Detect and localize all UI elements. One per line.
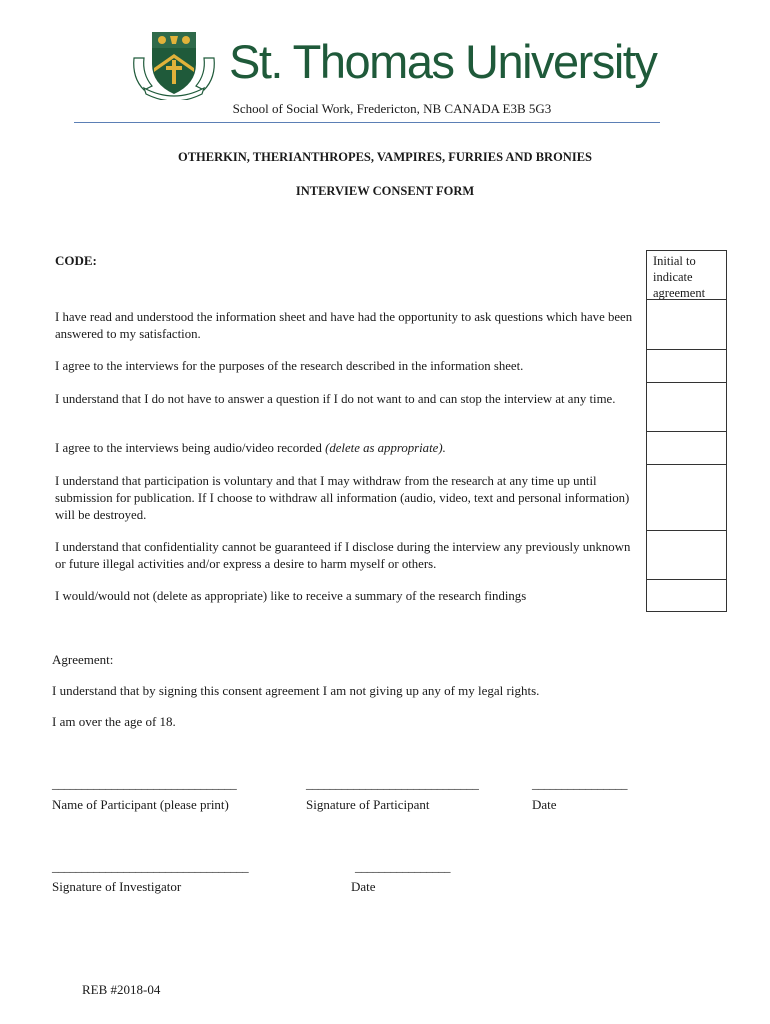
participant-date-label: Date xyxy=(532,797,557,812)
university-name: St. Thomas University xyxy=(229,35,657,88)
consent-statement-4-text: I agree to the interviews being audio/video recorded xyxy=(55,441,326,455)
consent-statement-1: I have read and understood the information sheet and have had the opportunity to ask questions which have been answered to my satisfaction. xyxy=(55,310,633,341)
initial-header-line: agreement xyxy=(653,286,706,300)
consent-statement-4-note: (delete as appropriate). xyxy=(325,441,446,455)
agreement-label: Agreement: xyxy=(52,652,114,667)
participant-date-line[interactable]: ________________ xyxy=(532,777,628,791)
reb-number: REB #2018-04 xyxy=(82,982,161,997)
participant-signature-label: Signature of Participant xyxy=(306,797,430,812)
initial-column-header xyxy=(646,250,727,300)
initial-box-6[interactable] xyxy=(646,530,727,580)
participant-signature-line[interactable]: _____________________________ xyxy=(306,777,479,791)
investigator-signature-label: Signature of Investigator xyxy=(52,879,182,894)
investigator-date-line[interactable]: ________________ xyxy=(355,860,451,874)
form-subtitle: INTERVIEW CONSENT FORM xyxy=(295,184,475,198)
legal-rights-statement: I understand that by signing this consent agreement I am not giving up any of my legal rights. xyxy=(52,683,540,698)
university-crest-logo xyxy=(130,28,218,100)
initial-box-1[interactable] xyxy=(646,299,727,350)
consent-statement-2: I agree to the interviews for the purposes of the research described in the information sheet. xyxy=(55,359,524,373)
initial-box-3[interactable] xyxy=(646,382,727,432)
consent-statement-4 xyxy=(55,440,640,457)
age-statement: I am over the age of 18. xyxy=(52,714,176,729)
initial-box-5[interactable] xyxy=(646,464,727,531)
initial-box-7[interactable] xyxy=(646,579,727,612)
consent-statement-7: I would/would not (delete as appropriate) like to receive a summary of the research findings xyxy=(55,589,527,603)
consent-statement-3: I understand that I do not have to answer a question if I do not want to and can stop the interview at any time. xyxy=(55,392,616,406)
department-address: School of Social Work, Fredericton, NB CANADA E3B 5G3 xyxy=(232,101,552,116)
initial-header-line: indicate xyxy=(653,270,693,284)
code-label: CODE: xyxy=(55,253,97,268)
participant-name-label: Name of Participant (please print) xyxy=(52,797,229,812)
initial-box-2[interactable] xyxy=(646,349,727,383)
initial-header-line: Initial to xyxy=(653,254,696,268)
form-title: OTHERKIN, THERIANTHROPES, VAMPIRES, FURRIES AND BRONIES xyxy=(178,150,592,164)
investigator-signature-line[interactable]: _________________________________ xyxy=(52,860,249,874)
header-divider xyxy=(74,122,660,123)
consent-statement-6: I understand that confidentiality cannot be guaranteed if I disclose during the interview any previously unknown or future illegal activities and/or express a desire to harm myself or others. xyxy=(55,540,631,571)
investigator-date-label: Date xyxy=(351,879,376,894)
consent-statement-5: I understand that participation is voluntary and that I may withdraw from the research at any time up until submission for publication. If I choose to withdraw all information (audio, video, text and personal information) will be destroyed. xyxy=(55,474,630,522)
initial-box-4[interactable] xyxy=(646,431,727,465)
participant-name-line[interactable]: _______________________________ xyxy=(52,777,237,791)
